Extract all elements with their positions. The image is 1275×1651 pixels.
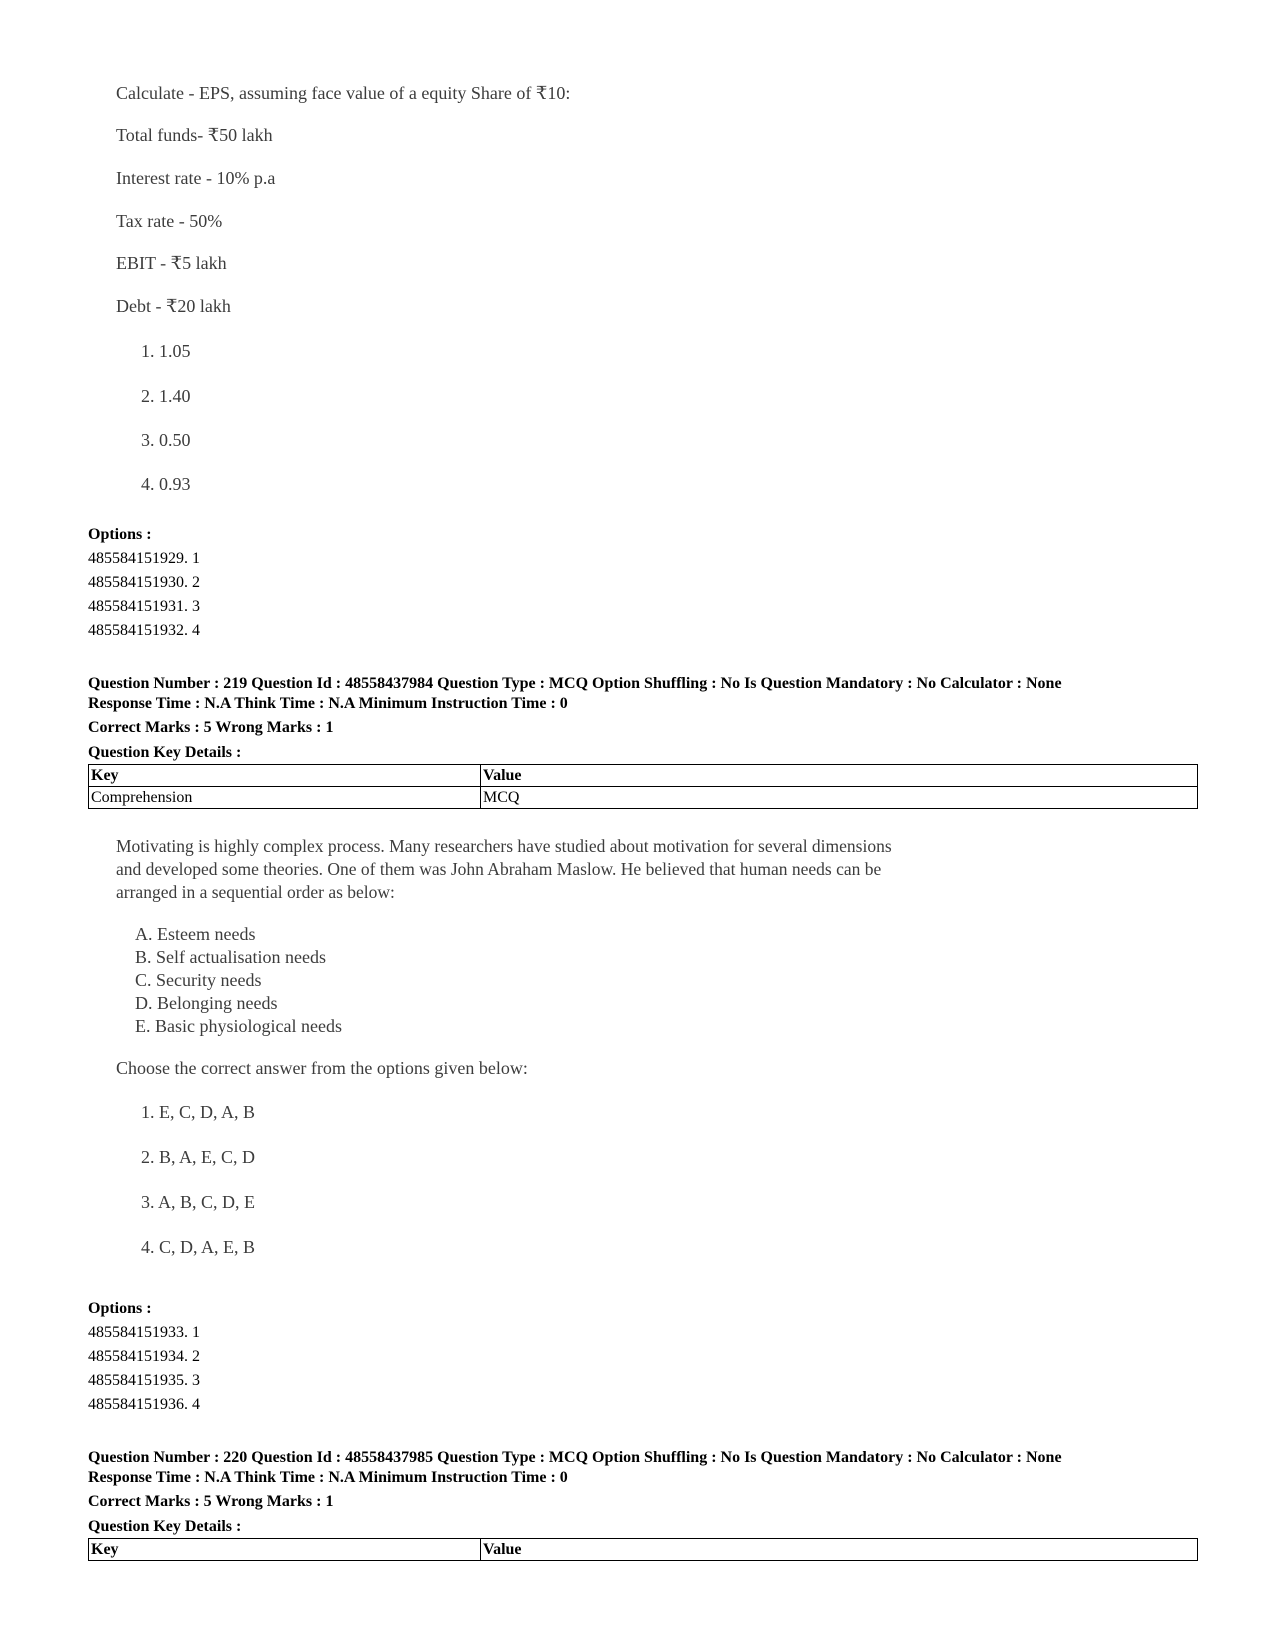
q219-instruction: Choose the correct answer from the options given below:: [116, 1058, 528, 1078]
q218-fact: Debt - ₹20 lakh: [116, 296, 231, 316]
q218-choice: 3. 0.50: [141, 430, 191, 450]
table-header-value: Value: [481, 1539, 1198, 1561]
q218-fact: Tax rate - 50%: [116, 211, 223, 231]
q219-choice: 4. C, D, A, E, B: [141, 1237, 256, 1257]
q218-option: 485584151931. 3: [88, 598, 200, 615]
q219-marks: Correct Marks : 5 Wrong Marks : 1: [88, 719, 334, 736]
q219-meta-line1: Question Number : 219 Question Id : 48558437984 Question Type : MCQ Option Shuffling : No Is Question Mandatory : No Calculator : None: [88, 675, 1062, 692]
q219-option: 485584151936. 4: [88, 1396, 200, 1413]
table-header-row: [89, 765, 1198, 787]
q219-passage-line: Motivating is highly complex process. Many researchers have studied about motivation for several dimensions: [116, 836, 892, 856]
q218-question-image: [0, 0, 1275, 510]
q219-list-item: A. Esteem needs: [135, 924, 256, 944]
q219-list-item: D. Belonging needs: [135, 993, 278, 1013]
q220-meta-line1: Question Number : 220 Question Id : 48558437985 Question Type : MCQ Option Shuffling : No Is Question Mandatory : No Calculator : None: [88, 1449, 1062, 1466]
q218-option: 485584151932. 4: [88, 622, 200, 639]
q218-stem: Calculate - EPS, assuming face value of a equity Share of ₹10:: [116, 83, 571, 103]
table-header-value: Value: [481, 765, 1198, 787]
q219-options-label: Options :: [88, 1300, 152, 1317]
q219-question-image: [0, 830, 1275, 1260]
q220-key-table: [88, 1538, 1198, 1561]
table-cell-key: Comprehension: [89, 787, 481, 809]
table-row: [89, 787, 1198, 809]
q219-passage-line: arranged in a sequential order as below:: [116, 882, 395, 902]
table-cell-value: MCQ: [481, 787, 1198, 809]
q218-option: 485584151929. 1: [88, 550, 200, 567]
q218-fact: EBIT - ₹5 lakh: [116, 253, 227, 273]
q220-marks: Correct Marks : 5 Wrong Marks : 1: [88, 1493, 334, 1510]
q219-passage-line: and developed some theories. One of them was John Abraham Maslow. He believed that human needs can be: [116, 859, 882, 879]
q219-option: 485584151935. 3: [88, 1372, 200, 1389]
q219-option: 485584151934. 2: [88, 1348, 200, 1365]
table-header-row: [89, 1539, 1198, 1561]
q218-fact: Interest rate - 10% p.a: [116, 168, 276, 188]
q218-options-label: Options :: [88, 526, 152, 543]
q219-list-item: C. Security needs: [135, 970, 262, 990]
q218-option: 485584151930. 2: [88, 574, 200, 591]
table-header-key: Key: [89, 1539, 481, 1561]
q219-choice: 3. A, B, C, D, E: [141, 1192, 256, 1212]
q218-choice: 2. 1.40: [141, 386, 191, 406]
q219-list-item: E. Basic physiological needs: [135, 1016, 342, 1036]
q220-meta-line2: Response Time : N.A Think Time : N.A Minimum Instruction Time : 0: [88, 1469, 568, 1486]
q218-fact: Total funds- ₹50 lakh: [116, 125, 273, 145]
q218-choice: 1. 1.05: [141, 341, 191, 361]
q219-choice: 2. B, A, E, C, D: [141, 1147, 256, 1167]
q219-choice: 1. E, C, D, A, B: [141, 1102, 256, 1122]
q219-meta-line2: Response Time : N.A Think Time : N.A Minimum Instruction Time : 0: [88, 695, 568, 712]
q219-key-details-label: Question Key Details :: [88, 744, 242, 761]
table-header-key: Key: [89, 765, 481, 787]
q220-key-details-label: Question Key Details :: [88, 1518, 242, 1535]
q218-choice: 4. 0.93: [141, 474, 191, 494]
q219-list-item: B. Self actualisation needs: [135, 947, 326, 967]
q219-key-table: [88, 764, 1198, 809]
q219-option: 485584151933. 1: [88, 1324, 200, 1341]
